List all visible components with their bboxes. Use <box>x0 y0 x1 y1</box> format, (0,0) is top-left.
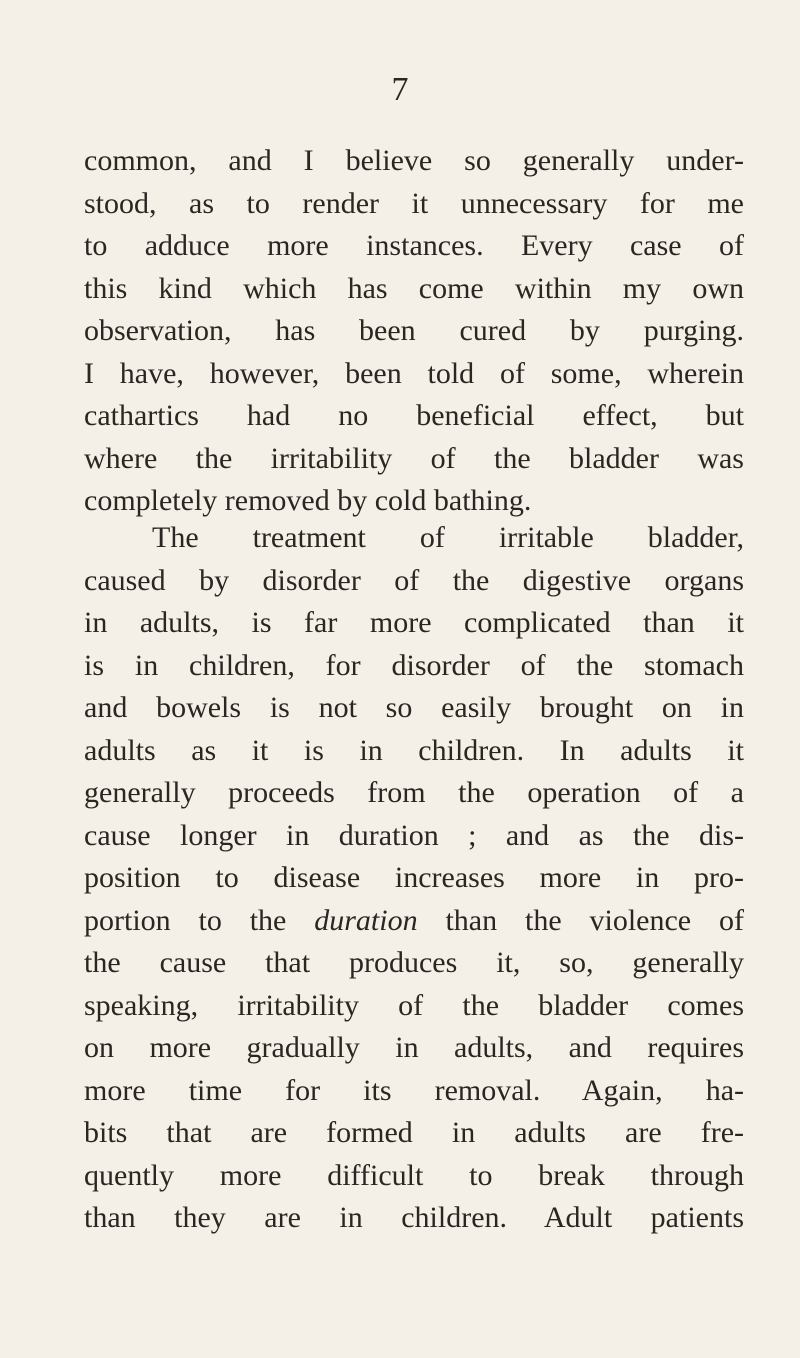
text-line: position to disease increases more in pro- <box>84 861 744 894</box>
italic-word: duration <box>314 903 418 937</box>
text-line: completely removed by cold bathing. <box>84 484 532 517</box>
text-line-with-italic <box>84 900 744 943</box>
text-line: The treatment of irritable bladder, <box>152 521 744 554</box>
text-line: in adults, is far more complicated than it <box>84 606 744 639</box>
text-line: adults as it is in children. In adults it <box>84 733 744 767</box>
text-segment: portion to the <box>84 903 315 937</box>
text-line: bits that are formed in adults are fre- <box>84 1116 744 1149</box>
text-line: the cause that produces it, so, generally <box>84 946 744 979</box>
text-line: and bowels is not so easily brought on in <box>84 691 744 724</box>
paragraph-1 <box>84 140 744 523</box>
text-line: to adduce more instances. Every case of <box>84 229 744 262</box>
text-line: on more gradually in adults, and requires <box>84 1031 744 1064</box>
text-line: cause longer in duration ; and as the dis- <box>84 818 744 852</box>
text-segment: than the violence of <box>417 903 744 937</box>
text-line: this kind which has come within my own <box>84 271 744 305</box>
text-line: I have, however, been told of some, wherein <box>84 356 744 390</box>
text-line: common, and I believe so generally under- <box>84 144 744 177</box>
text-line: caused by disorder of the digestive organs <box>84 563 744 597</box>
text-line: speaking, irritability of the bladder comes <box>84 988 744 1022</box>
text-line: cathartics had no beneficial effect, but <box>84 399 744 432</box>
text-line: quently more difficult to break through <box>84 1158 744 1192</box>
page-number: 7 <box>391 71 409 108</box>
text-line: observation, has been cured by purging. <box>84 314 744 347</box>
text-line: more time for its removal. Again, ha- <box>84 1073 744 1107</box>
text-line: stood, as to render it unnecessary for me <box>84 186 744 220</box>
text-line: is in children, for disorder of the stomach <box>84 648 744 682</box>
text-line: where the irritability of the bladder was <box>84 441 744 475</box>
paragraph-2 <box>84 517 744 1240</box>
text-line: than they are in children. Adult patients <box>84 1201 744 1234</box>
text-line: generally proceeds from the operation of a <box>84 776 744 809</box>
